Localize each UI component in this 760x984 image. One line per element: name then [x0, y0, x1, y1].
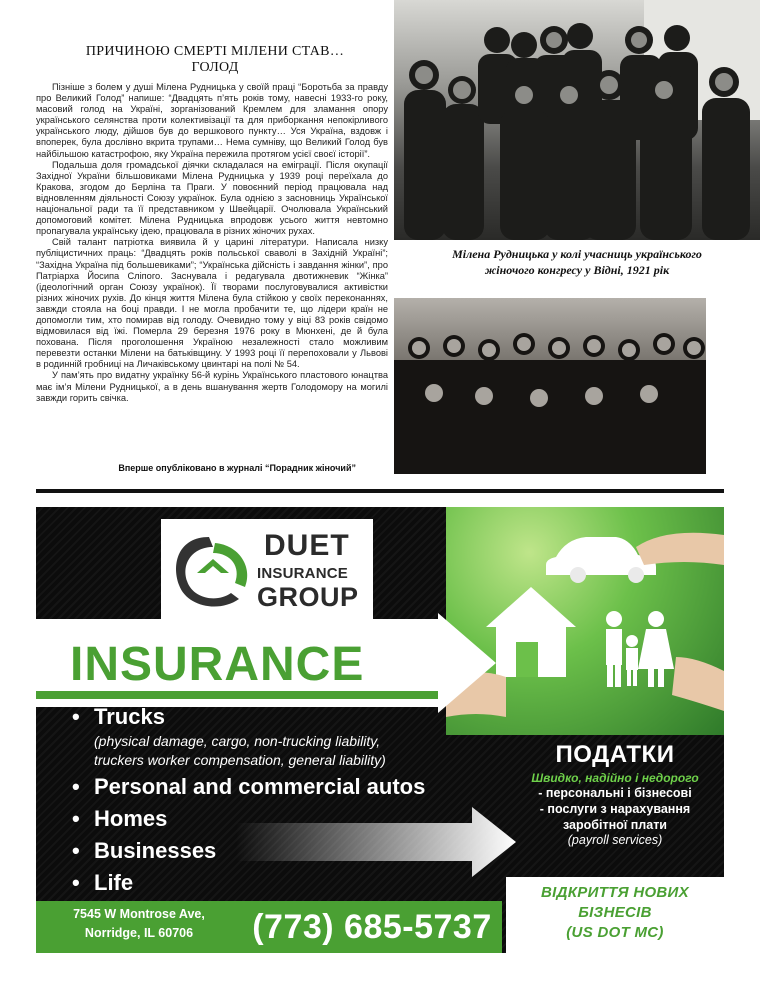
trucks-details-line2: truckers worker compensation, general liability) [94, 752, 386, 768]
phone-number: (773) 685-5737 [252, 908, 492, 946]
article-title-line1: ПРИЧИНОЮ СМЕРТІ МІЛЕНИ СТАВ… [85, 44, 345, 59]
coverage-item-label: Homes [94, 806, 168, 831]
duet-swoosh-icon [169, 533, 255, 613]
bullet-icon: • [72, 774, 80, 799]
gradient-arrow-shape [236, 807, 516, 877]
new-business-line2: БІЗНЕСІВ [578, 904, 652, 921]
photo-caption [394, 246, 760, 278]
logo-text-group: GROUP [257, 582, 359, 612]
article-title [42, 44, 388, 76]
article-body [36, 82, 388, 404]
coverage-item-label: Life [94, 870, 134, 895]
tax-services-panel [506, 739, 724, 871]
bullet-icon: • [72, 870, 80, 895]
new-business-line1: ВІДКРИТТЯ НОВИХ [541, 884, 689, 901]
logo-text-insurance: INSURANCE [257, 565, 348, 582]
bullet-icon: • [72, 704, 80, 729]
duet-logo [161, 519, 373, 626]
group-photo-figures [394, 0, 760, 240]
new-business-line3: (US DOT MC) [566, 924, 664, 941]
coverage-item-trucks [72, 701, 492, 733]
tax-title: ПОДАТКИ [555, 741, 675, 768]
headline-insurance: INSURANCE [70, 638, 365, 691]
new-business-box [506, 877, 724, 953]
section-divider [36, 489, 724, 493]
address-line2: Norridge, IL 60706 [84, 926, 194, 940]
photo-caption-line2: жіночого конгресу у Відні, 1921 рік [484, 263, 670, 277]
logo-text-duet: DUET [264, 529, 350, 562]
tax-item-personal-business: - персональні і бізнесові [538, 786, 692, 800]
coverage-item-autos [72, 771, 492, 803]
office-address [44, 905, 234, 943]
tax-item-payroll-note: (payroll services) [567, 833, 663, 847]
article-paragraph: Пізніше з болем у душі Мілена Рудницька у своїй праці “Боротьба за правду про Великий Голод” напише: “Двадцять п’ять років тому, навесні 1933-го року, масовий голод на Україні, зорганізований Кремлем для зламання опору українського селянства проти колективізації та для приборкання непокірливого українського люду, дійшов був до вершкового пункту… Уся Україна, вздовж і впоперек, була дослівно вкрита трупами… Нема сумніву, що Великий Голод був найбільшою катастрофою, яку Україна пережила протягом усієї своєї історії”. [36, 82, 388, 159]
trucks-details-line1: (physical damage, cargo, non-trucking liability, [94, 733, 381, 749]
tax-item-payroll-line1: - послуги з нарахування [539, 802, 691, 816]
bullet-icon: • [72, 838, 80, 863]
source-note: Вперше опубліковано в журналі “Порадник жіночий” [118, 463, 356, 473]
coverage-item-label: Businesses [94, 838, 217, 863]
article-paragraph: Подальша доля громадської діячки складалася на еміграції. Після окупації Західної України більшовиками Мілена Рудницька у 1939 році переїхала до Кракова, згодом до Берліна та Праги. У повоєнний період працювала над відновленням діяльності Союзу українок. Була однією з засновниць Української національної ради та її представником у Швейцарії. Очолювала Український допомоговий комітет. Мілена Рудницька впродовж усього життя невтомно пропагувала українську ідею, працювала в різних жіночих рухах. [36, 159, 388, 237]
insurance-advertisement [36, 507, 724, 953]
article-paragraph: Свій талант патріотка виявила й у царині літератури. Написала низку публіцистичних праць: “Двадцять років польської сваволі в Західній Україні”; “Західна Україна під большевиками”; “Українська дійсність і завдання жінки”, про Патріарха Йосипа Сліпого. Заснувала і редагувала двотижневик “Жінка” (ідеологічний орган Союзу українок). Її творами послуговувалися активістки різних жіночих рухів. До кінця життя Мілена була стійкою у своїх переконаннях, завжди стояла на боці правди. І не могла пробачити те, що лідери країн не допомогли тим, хто помирав від голоду. Очевидно тому у віці 83 років свідомо відмовилася від їжі. Померла 29 березня 1976 року в Мюнхені, де й була похована. Після проголошення Україною незалежності стало можливим перевезти останки Мілени на батьківщину. У 1993 році її перепоховали у Львові в родинній гробниці на Личаківському цвинтарі на полі № 54. [36, 237, 388, 370]
bullet-icon: • [72, 806, 80, 831]
photo-caption-line1: Мілена Рудницька у колі учасниць українського [452, 247, 702, 261]
address-line1: 7545 W Montrose Ave, [73, 907, 205, 921]
tax-item-payroll-line2: заробітної плати [562, 818, 667, 832]
historical-photo-seated-group [394, 298, 706, 474]
coverage-item-label: Personal and commercial autos [94, 774, 426, 799]
historical-photo-congress [394, 0, 760, 240]
article-paragraph: У пам’ять про видатну українку 56-й курінь Українського пластового юнацтва має ім’я Мілени Рудницької, а в день вшанування жертв Голодомору на могилі завжди горить свічка. [36, 370, 388, 403]
article-title-line2: ГОЛОД [191, 60, 239, 75]
coverage-item-label: Trucks [94, 704, 165, 729]
tax-tagline: Швидко, надійно і недорого [531, 771, 699, 785]
seated-group-figures [394, 298, 706, 474]
